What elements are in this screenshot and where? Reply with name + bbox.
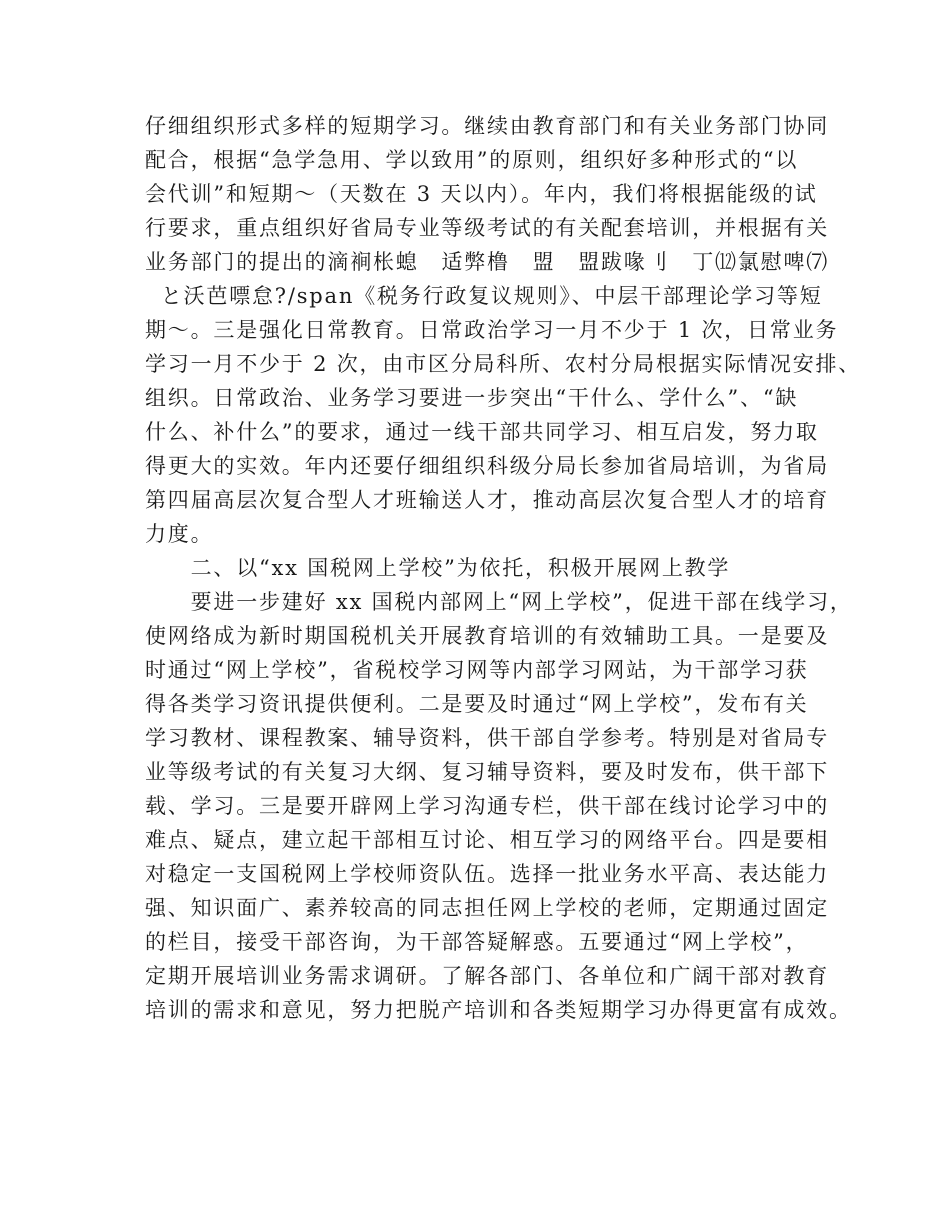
text-line: 难点、疑点，建立起干部相互讨论、相互学习的网络平台。四是要相: [145, 828, 829, 852]
text-line: 的栏目，接受干部咨询，为干部答疑解惑。五要通过“网上学校”，: [145, 930, 809, 954]
text-line: 学习教材、课程教案、辅导资料，供干部自学参考。特别是对省局专: [145, 726, 829, 750]
text-line: と沃芭嘌怠?/span《税务行政复议规则》、中层干部理论学习等短: [138, 284, 823, 308]
text-line: 力度。: [145, 522, 214, 546]
text-line: 得更大的实效。年内还要仔细组织科级分局长参加省局培训，为省局: [145, 454, 829, 478]
text-line: 学习一月不少于 2 次，由市区分局科所、农村分局根据实际情况安排、: [145, 352, 862, 376]
section-heading: 二、以“xx 国税网上学校”为依托，积极开展网上教学: [145, 556, 731, 580]
text-line: 组织。日常政治、业务学习要进一步突出“干什么、学什么”、“缺: [145, 386, 799, 410]
text-line: 强、知识面广、素养较高的同志担任网上学校的老师，定期通过固定: [145, 896, 829, 920]
text-line: 要进一步建好 xx 国税内部网上“网上学校”，促进干部在线学习，: [145, 590, 853, 614]
text-line: 业务部门的提出的滴裥枨螅 适弊橹 盟 盟跋喙刂 丁⑿氯慰啤⑺: [145, 250, 829, 274]
text-line: 使网络成为新时期国税机关开展教育培训的有效辅助工具。一是要及: [145, 624, 829, 648]
text-line: 行要求，重点组织好省局专业等级考试的有关配套培训，并根据有关: [145, 216, 829, 240]
text-line: 定期开展培训业务需求调研。了解各部门、各单位和广阔干部对教育: [145, 964, 829, 988]
text-line: 第四届高层次复合型人才班输送人才，推动高层次复合型人才的培育: [145, 488, 829, 512]
text-line: 什么、补什么”的要求，通过一线干部共同学习、相互启发，努力取: [145, 420, 819, 444]
text-line: 对稳定一支国税网上学校师资队伍。选择一批业务水平高、表达能力: [145, 862, 829, 886]
text-line: 得各类学习资讯提供便利。二是要及时通过“网上学校”，发布有关: [145, 692, 809, 716]
text-line: 培训的需求和意见，努力把脱产培训和各类短期学习办得更富有成效。: [145, 998, 852, 1022]
text-line: 期～。三是强化日常教育。日常政治学习一月不少于 1 次，日常业务: [145, 318, 839, 342]
text-line: 会代训”和短期～（天数在 3 天以内）。年内，我们将根据能级的试: [145, 182, 818, 206]
text-line: 载、学习。三是要开辟网上学习沟通专栏，供干部在线讨论学习中的: [145, 794, 829, 818]
text-line: 配合，根据“急学急用、学以致用”的原则，组织好多种形式的“以: [145, 148, 799, 172]
text-line: 业等级考试的有关复习大纲、复习辅导资料，要及时发布，供干部下: [145, 760, 829, 784]
text-line: 时通过“网上学校”，省税校学习网等内部学习网站，为干部学习获: [145, 658, 809, 682]
text-line: 仔细组织形式多样的短期学习。继续由教育部门和有关业务部门协同: [145, 114, 829, 138]
